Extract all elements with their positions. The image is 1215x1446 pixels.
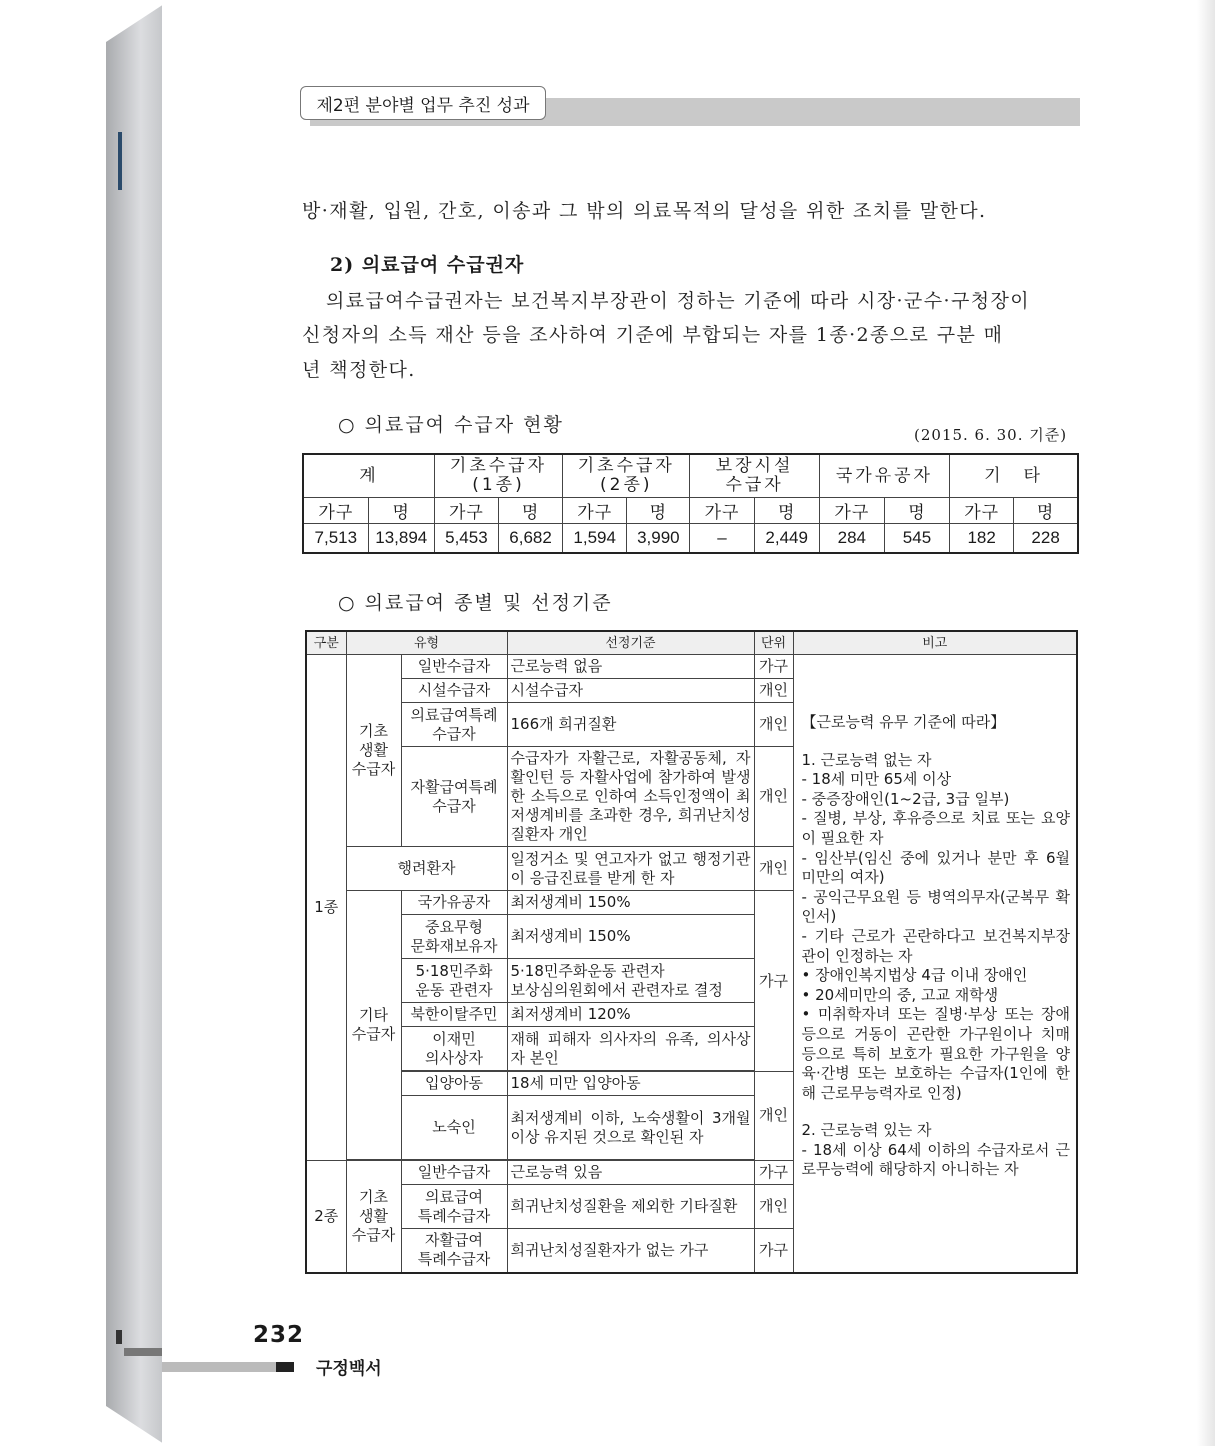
class-2: 2종 xyxy=(306,1161,346,1273)
note-line: 1. 근로능력 없는 자 xyxy=(801,750,932,769)
type-cell: 시설수급자 xyxy=(401,679,507,703)
unit-cell: 개인 xyxy=(754,679,793,703)
value-cell: 182 xyxy=(950,524,1014,554)
section-title: 2) 의료급여 수급권자 xyxy=(330,254,525,276)
note-line: • 20세미만의 중, 고교 재학생 xyxy=(801,985,999,1004)
bullet-types-criteria: ○ 의료급여 종별 및 선정기준 xyxy=(338,592,613,614)
note-gap xyxy=(802,1103,1071,1121)
type-cell: 이재민 의사상자 xyxy=(401,1027,507,1071)
type-cell: 중요무형 문화재보유자 xyxy=(401,915,507,959)
criteria-cell: 수급자가 자활근로, 자활공동체, 자활인턴 등 자활사업에 참가하여 발생한 소득으로 인하여 소득인정액이 최저생계비를 초과한 경우, 희귀난치성 질환자 개인 xyxy=(507,747,754,847)
criteria-cell: 일정거소 및 연고자가 없고 행정기관이 응급진료를 받게 한 자 xyxy=(507,847,754,891)
criteria-cell: 희귀난치성질환자가 없는 가구 xyxy=(507,1229,754,1273)
unit-cell: 개인 xyxy=(754,847,793,891)
value-cell: 7,513 xyxy=(303,524,368,554)
criteria-cell: 근로능력 있음 xyxy=(507,1161,754,1185)
type-cell: 입양아동 xyxy=(401,1072,507,1096)
unit-cell: 개인 xyxy=(754,747,793,847)
paragraph-line-2: 신청자의 소득 재산 등을 조사하여 기준에 부합되는 자를 1종·2종으로 구분 매 xyxy=(302,324,1004,346)
value-cell: 2,449 xyxy=(754,524,819,554)
type-cell: 자활급여 특례수급자 xyxy=(401,1229,507,1273)
criteria-cell: 근로능력 없음 xyxy=(507,655,754,679)
bullet-current-status: ○ 의료급여 수급자 현황 xyxy=(338,414,564,436)
other-recipient: 기타 수급자 xyxy=(346,891,401,1160)
value-cell: 13,894 xyxy=(368,524,434,554)
subheader: 가구 xyxy=(950,498,1014,524)
note-line: - 질병, 부상, 후유증으로 치료 또는 요양이 필요한 자 xyxy=(801,809,1070,847)
value-cell: 6,682 xyxy=(498,524,562,554)
value-cell: 228 xyxy=(1014,524,1078,554)
paragraph-line-3: 년 책정한다. xyxy=(302,359,416,381)
value-cell: 284 xyxy=(819,524,884,554)
type-cell: 자활급여특례 수급자 xyxy=(401,747,507,847)
subheader: 가구 xyxy=(563,498,627,524)
note-gap xyxy=(802,733,1071,751)
basic-recipient-2: 기초 생활 수급자 xyxy=(346,1161,401,1273)
criteria-cell: 166개 희귀질환 xyxy=(507,703,754,747)
note-line: - 공익근무요원 등 병역의무자(군복무 확인서) xyxy=(801,887,1070,926)
header-class: 구분 xyxy=(306,631,346,655)
basic-recipient-1: 기초 생활 수급자 xyxy=(346,655,401,847)
subheader: 가구 xyxy=(303,498,368,524)
note-line: 【근로능력 유무 기준에 따라】 xyxy=(801,713,1006,731)
type-cell: 의료급여특례 수급자 xyxy=(401,703,507,747)
value-cell: 545 xyxy=(884,524,949,554)
intro-line: 방·재활, 입원, 간호, 이송과 그 밖의 의료목적의 달성을 위한 조치를 말한다. xyxy=(302,200,987,222)
unit-cell-other-household: 가구 xyxy=(754,891,793,1072)
group-veteran: 국가유공자 xyxy=(819,454,949,498)
criteria-cell: 시설수급자 xyxy=(507,679,754,703)
criteria-cell: 최저생계비 150% xyxy=(507,891,754,915)
page-number: 232 xyxy=(253,1322,305,1348)
subheader: 가구 xyxy=(819,498,884,524)
criteria-cell: 최저생계비 이하, 노숙생활이 3개월 이상 유지된 것으로 확인된 자 xyxy=(507,1096,754,1160)
group-other: 기 타 xyxy=(950,454,1078,498)
subheader: 가구 xyxy=(434,498,498,524)
as-of-date: (2015. 6. 30. 기준) xyxy=(914,426,1068,444)
value-cell: 1,594 xyxy=(563,524,627,554)
type-cell-homeless-patient: 행려환자 xyxy=(346,847,507,891)
header-type: 유형 xyxy=(346,631,507,655)
header-note: 비고 xyxy=(793,631,1077,655)
paragraph-line-1: 의료급여수급권자는 보건복지부장관이 정하는 기준에 따라 시장·군수·구청장이 xyxy=(326,290,1030,312)
type-cell: 일반수급자 xyxy=(401,655,507,679)
header-criteria: 선정기준 xyxy=(507,631,754,655)
class-1: 1종 xyxy=(306,655,346,1161)
criteria-cell: 5·18민주화운동 관련자 보상심의원회에서 관련자로 결정 xyxy=(507,959,754,1003)
type-cell: 일반수급자 xyxy=(401,1161,507,1185)
page-edge-shadow xyxy=(1197,0,1215,1446)
criteria-cell: 재해 피해자 의사자의 유족, 의사상자 본인 xyxy=(507,1027,754,1071)
type-cell: 5·18민주화 운동 관련자 xyxy=(401,959,507,1003)
note-cell xyxy=(793,655,1077,1273)
spine-dot xyxy=(116,1330,122,1344)
unit-cell: 가구 xyxy=(754,655,793,679)
unit-cell: 개인 xyxy=(754,703,793,747)
book-spine xyxy=(106,4,164,1444)
unit-cell: 가구 xyxy=(754,1229,793,1273)
note-line: - 18세 이상 64세 이하의 수급자로서 근로무능력에 해당하지 아니하는 자 xyxy=(801,1140,1070,1179)
header-unit: 단위 xyxy=(754,631,793,655)
value-cell: – xyxy=(690,524,754,554)
criteria-cell: 18세 미만 입양아동 xyxy=(507,1072,754,1096)
subheader: 명 xyxy=(754,498,819,524)
status-table xyxy=(302,453,1079,554)
note-line: 2. 근로능력 있는 자 xyxy=(801,1121,932,1140)
subheader: 명 xyxy=(1014,498,1078,524)
unit-cell: 가구 xyxy=(754,1161,793,1185)
type-cell: 국가유공자 xyxy=(401,891,507,915)
book-title: 구정백서 xyxy=(316,1359,382,1379)
subheader: 명 xyxy=(884,498,949,524)
criteria-cell: 최저생계비 120% xyxy=(507,1003,754,1027)
note-line: - 중증장애인(1~2급, 3급 일부) xyxy=(801,789,1010,808)
value-cell: 3,990 xyxy=(627,524,690,554)
group-basic-2: 기초수급자 (2종) xyxy=(563,454,690,498)
note-line: • 장애인복지법상 4급 이내 장애인 xyxy=(801,966,1028,985)
footer-square-icon xyxy=(276,1362,294,1372)
unit-cell: 개인 xyxy=(754,1185,793,1229)
note-line: - 18세 미만 65세 이상 xyxy=(801,770,952,789)
subheader: 가구 xyxy=(690,498,754,524)
subheader: 명 xyxy=(368,498,434,524)
note-line: - 기타 근로가 곤란하다고 보건복지부장관이 인정하는 자 xyxy=(801,926,1070,965)
subheader: 명 xyxy=(627,498,690,524)
spine-mark xyxy=(118,132,122,190)
value-cell: 5,453 xyxy=(434,524,498,554)
type-cell: 노숙인 xyxy=(401,1096,507,1160)
spine-band xyxy=(124,1348,164,1356)
criteria-table xyxy=(305,630,1078,1274)
note-line: - 임산부(임신 중에 있거나 분만 후 6월 미만의 여자) xyxy=(801,848,1070,887)
group-facility: 보장시설 수급자 xyxy=(690,454,819,498)
type-cell: 의료급여 특례수급자 xyxy=(401,1185,507,1229)
group-basic-1: 기초수급자 (1종) xyxy=(434,454,562,498)
criteria-cell: 희귀난치성질환을 제외한 기타질환 xyxy=(507,1185,754,1229)
section-tab: 제2편 분야별 업무 추진 성과 xyxy=(300,86,546,120)
footer-rule xyxy=(162,1362,282,1372)
note-line: • 미취학자녀 또는 질병·부상 또는 장애 등으로 거동이 곤란한 가구원이나 치매 등으로 특히 보호가 필요한 가구원을 양육·간병 또는 보호하는 수급자(1인에 한해 근로무능력자로 인정) xyxy=(801,1005,1070,1102)
type-cell: 북한이탈주민 xyxy=(401,1003,507,1027)
unit-cell-other-individual: 개인 xyxy=(754,1072,793,1161)
group-total: 계 xyxy=(303,454,434,498)
criteria-cell: 최저생계비 150% xyxy=(507,915,754,959)
subheader: 명 xyxy=(498,498,562,524)
